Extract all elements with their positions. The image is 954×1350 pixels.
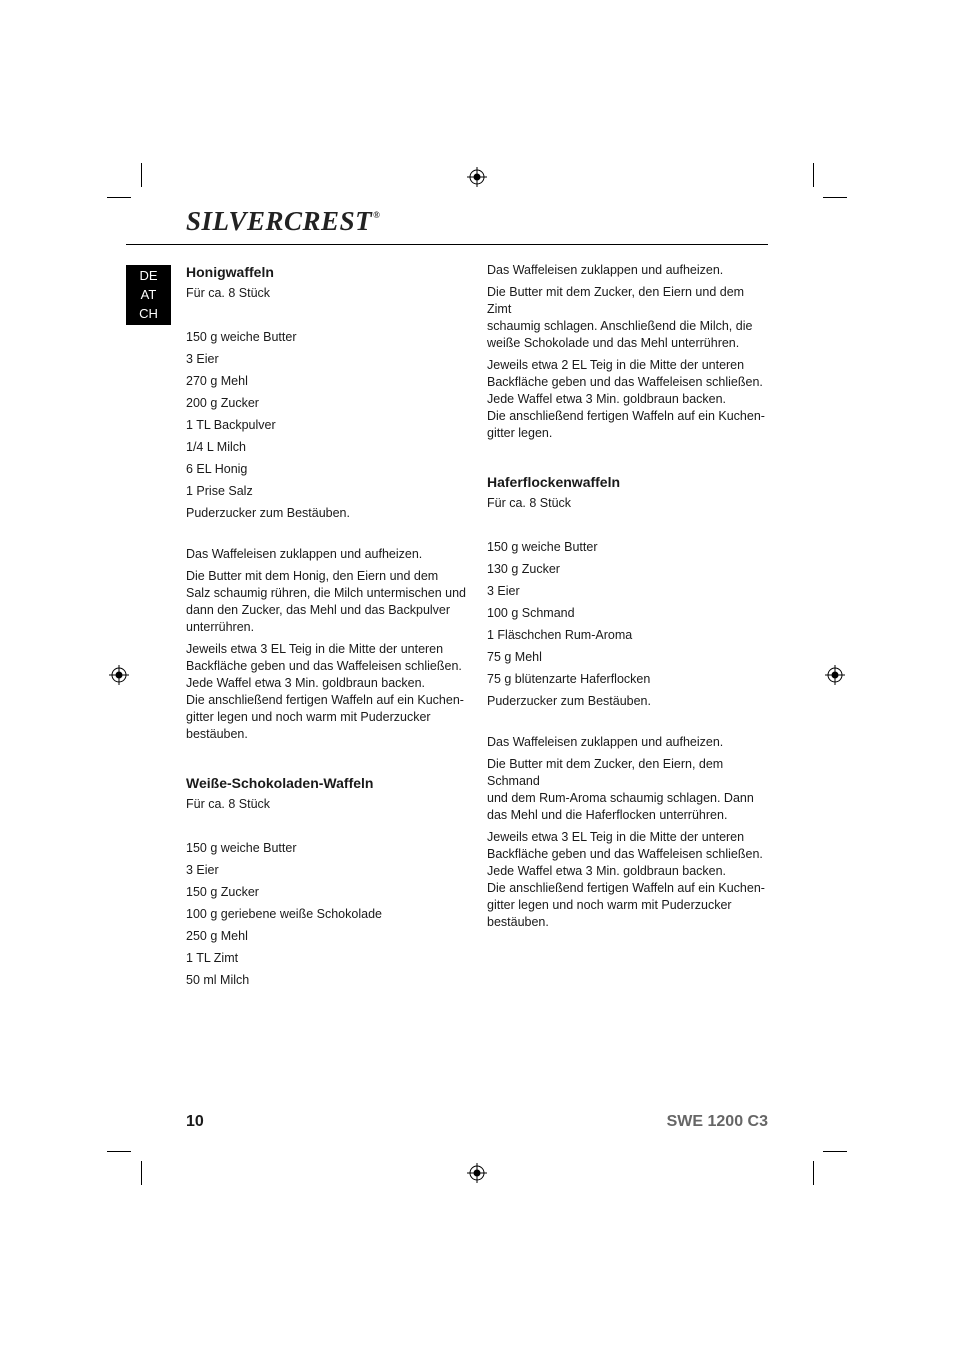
ingredient: 1 TL Zimt	[186, 951, 239, 965]
crop-mark	[823, 197, 847, 198]
lang-code: DE	[139, 268, 158, 283]
instruction-paragraph: Das Waffeleisen zuklappen und aufheizen.	[487, 263, 724, 277]
crop-mark	[107, 1151, 131, 1152]
recipe-section	[186, 262, 468, 743]
instruction-paragraph: Die Butter mit dem Honig, den Eiern und dem Salz schaumig rühren, die Milch untermischen und dann den Zucker, das Mehl und das Backpulver unterrühren.	[186, 569, 466, 634]
language-tab	[126, 265, 171, 325]
ingredient: 200 g Zucker	[186, 396, 259, 410]
servings-note: Für ca. 8 Stück	[487, 496, 572, 510]
ingredient: 100 g geriebene weiße Schokolade	[186, 907, 382, 921]
instruction-paragraph: Die Butter mit dem Zucker, den Eiern und dem Zimt schaumig schlagen. Anschließend die Milch, die weiße Schokolade und das Mehl unterrühren.	[487, 285, 753, 350]
ingredient: 75 g Mehl	[487, 650, 542, 664]
right-column	[487, 262, 769, 936]
ingredient: 50 ml Milch	[186, 973, 250, 987]
instruction-paragraph: Jeweils etwa 3 EL Teig in die Mitte der unteren Backfläche geben und das Waffeleisen schließen. Jede Waffel etwa 3 Min. goldbraun backen. Die anschließend fertigen Waffeln auf ein Kuchen- gitter legen und noch warm mit Puderzucker bestäuben.	[487, 830, 765, 929]
recipe-section	[186, 773, 468, 991]
page-number: 10	[186, 1113, 204, 1130]
instruction-paragraph: Jeweils etwa 3 EL Teig in die Mitte der unteren Backfläche geben und das Waffeleisen schließen. Jede Waffel etwa 3 Min. goldbraun backen. Die anschließend fertigen Waffeln auf ein Kuchen- gitter legen und noch warm mit Puderzucker bestäuben.	[186, 642, 464, 741]
instruction-paragraph: Das Waffeleisen zuklappen und aufheizen.	[186, 547, 423, 561]
crop-mark	[141, 1161, 142, 1185]
ingredient: 3 Eier	[487, 584, 520, 598]
ingredient: 150 g weiche Butter	[186, 841, 297, 855]
lang-code: CH	[139, 306, 158, 321]
ingredient: 270 g Mehl	[186, 374, 248, 388]
ingredient: 3 Eier	[186, 352, 219, 366]
lang-code: AT	[140, 287, 157, 302]
ingredient: 130 g Zucker	[487, 562, 560, 576]
ingredient: Puderzucker zum Bestäuben.	[487, 694, 651, 708]
header-rule	[126, 244, 768, 245]
registration-mark-icon	[109, 665, 129, 685]
recipe-title: Haferflockenwaffeln	[487, 474, 621, 490]
crop-mark	[813, 163, 814, 187]
ingredient: 1 Fläschchen Rum-Aroma	[487, 628, 633, 642]
registration-mark-icon	[467, 167, 487, 187]
ingredient: 150 g Zucker	[186, 885, 259, 899]
ingredient: 150 g weiche Butter	[186, 330, 297, 344]
registration-mark-icon	[825, 665, 845, 685]
recipe-section	[487, 472, 769, 931]
recipe-title: Weiße-Schokoladen-Waffeln	[186, 775, 374, 791]
instruction-paragraph: Das Waffeleisen zuklappen und aufheizen.	[487, 735, 724, 749]
ingredient: 1 TL Backpulver	[186, 418, 276, 432]
servings-note: Für ca. 8 Stück	[186, 797, 271, 811]
ingredient: 1/4 L Milch	[186, 440, 246, 454]
ingredient-list	[487, 536, 769, 712]
ingredient: 150 g weiche Butter	[487, 540, 598, 554]
crop-mark	[141, 163, 142, 187]
registration-mark-icon	[467, 1163, 487, 1183]
left-column	[186, 262, 468, 991]
instruction-paragraph: Die Butter mit dem Zucker, den Eiern, dem Schmand und dem Rum-Aroma schaumig schlagen. Dann das Mehl und die Haferflocken unterrühren.	[487, 757, 754, 822]
servings-note: Für ca. 8 Stück	[186, 286, 271, 300]
ingredient-list	[186, 326, 468, 524]
ingredient: 250 g Mehl	[186, 929, 248, 943]
brand-logo: SILVERCREST®	[186, 206, 381, 236]
ingredient-list	[186, 837, 468, 991]
ingredient: 3 Eier	[186, 863, 219, 877]
ingredient: 75 g blütenzarte Haferflocken	[487, 672, 651, 686]
crop-mark	[823, 1151, 847, 1152]
crop-mark	[107, 197, 131, 198]
recipe-title: Honigwaffeln	[186, 264, 274, 280]
model-number: SWE 1200 C3	[666, 1113, 768, 1130]
ingredient: Puderzucker zum Bestäuben.	[186, 506, 350, 520]
recipe-continuation	[487, 262, 769, 442]
crop-mark	[813, 1161, 814, 1185]
instruction-paragraph: Jeweils etwa 2 EL Teig in die Mitte der unteren Backfläche geben und das Waffeleisen schließen. Jede Waffel etwa 3 Min. goldbraun backen. Die anschließend fertigen Waffeln auf ein Kuchen- gitter legen.	[487, 358, 765, 440]
ingredient: 100 g Schmand	[487, 606, 575, 620]
ingredient: 1 Prise Salz	[186, 484, 253, 498]
ingredient: 6 EL Honig	[186, 462, 248, 476]
